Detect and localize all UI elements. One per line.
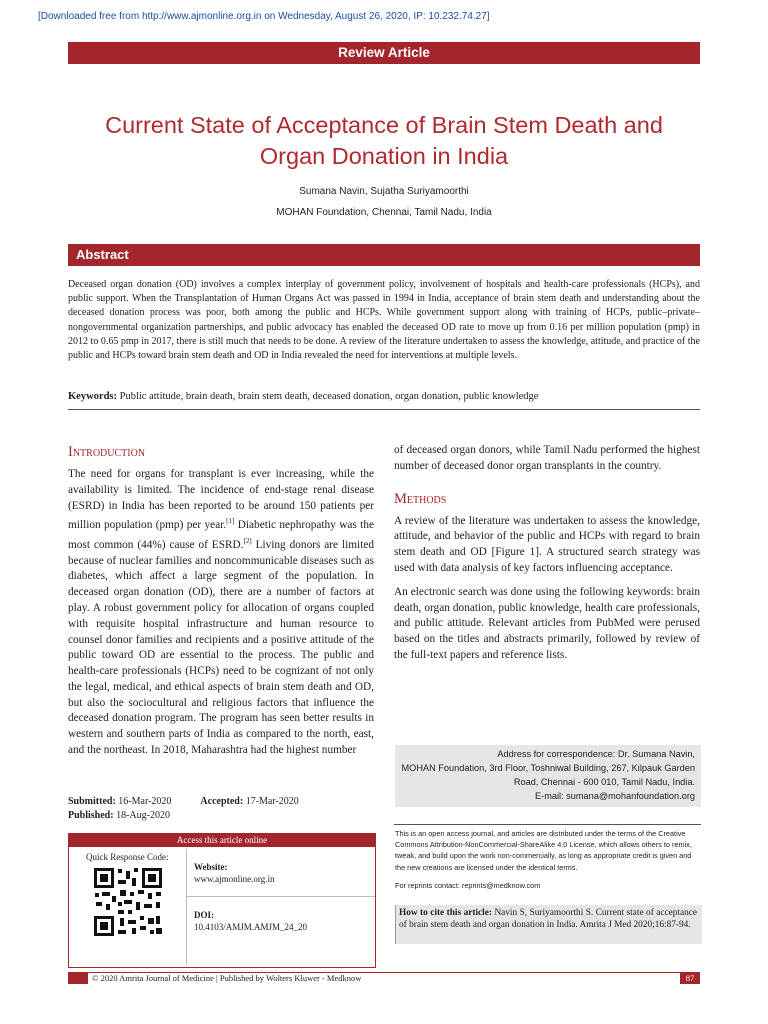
download-note: [Downloaded free from http://www.ajmonline.org.in on Wednesday, August 26, 2020, IP: 10.232.74.27] <box>38 11 490 22</box>
published-label: Published: <box>68 810 114 821</box>
access-divider-vertical <box>186 849 187 965</box>
license-divider <box>394 824 701 825</box>
citation-text: Navin S, Suriyamoorthi S. Current state of acceptance of brain stem death and organ donation in India. Amrita J Med 2020;16:87-94. <box>399 908 698 930</box>
methods-paragraph-2: An electronic search was done using the following keywords: brain death, organ donation, public knowledge, health care professionals, and public attitude. Relevant articles from PubMed were perused based on the titles and abstracts primarily, followed by review of the full-text papers and reference lists. <box>394 585 700 661</box>
correspondence-line-3: Road, Chennai - 600 010, Tamil Nadu, India. <box>513 777 695 787</box>
access-heading: Access this article online <box>68 833 376 847</box>
keywords-label: Keywords: <box>68 391 117 402</box>
accepted-label: Accepted: <box>200 796 244 807</box>
website-label: Website: <box>194 862 228 872</box>
access-divider-horizontal <box>186 896 375 897</box>
doi-label: DOI: <box>194 910 214 920</box>
keywords-divider <box>68 409 700 410</box>
footer-left-block <box>68 972 88 984</box>
citation <box>399 907 697 931</box>
doi-value[interactable]: 10.4103/AMJM.AMJM_24_20 <box>194 922 308 932</box>
introduction-heading: Introduction <box>68 444 146 460</box>
methods-paragraph-1: A review of the literature was undertaken to assess the knowledge, attitude, and behavior of the public and HCPs with regard to brain stem death and OD [Figure 1]. A structured search strategy was used with data analysis of key factors influencing acceptance. <box>394 514 700 574</box>
citation-label: How to cite this article: <box>399 908 492 918</box>
article-title: Current State of Acceptance of Brain Stem Death and Organ Donation in India <box>105 112 663 169</box>
keywords <box>68 391 700 402</box>
article-type-banner: Review Article <box>68 42 700 64</box>
affiliation: MOHAN Foundation, Chennai, Tamil Nadu, India <box>276 207 492 218</box>
methods-heading: Methods <box>394 490 447 507</box>
authors: Sumana Navin, Sujatha Suriyamoorthi <box>299 186 469 197</box>
reprints-contact: For reprints contact: reprints@medknow.com <box>395 881 541 890</box>
abstract-heading: Abstract <box>76 247 129 262</box>
website-link[interactable]: www.ajmonline.org.in <box>194 874 275 884</box>
qr-label: Quick Response Code: <box>86 852 169 862</box>
correspondence-email[interactable]: E-mail: sumana@mohanfoundation.org <box>535 791 695 801</box>
footer-text: © 2020 Amrita Journal of Medicine | Published by Wolters Kluwer - Medknow <box>92 973 362 983</box>
correspondence-line-2: MOHAN Foundation, 3rd Floor, Toshniwal Building, 267, Kilpauk Garden <box>401 763 695 773</box>
qr-code-icon <box>92 866 164 938</box>
submitted-date: 16-Mar-2020 <box>118 796 172 807</box>
submitted-label: Submitted: <box>68 796 116 807</box>
introduction-continued: of deceased organ donors, while Tamil Nadu performed the highest number of deceased donor organ transplants in the country. <box>394 444 700 472</box>
introduction-text: The need for organs for transplant is ever increasing, while the availability is limited. The incidence of end-stage renal disease (ESRD) in India has been reported to be around 150 patients per million population (pmp) per year.[1] Diabetic nephropathy was the most common (44%) cause of ESRD.[2] Living donors are limited because of nuclear families and noncommunicable diseases such as diabetes, which affect a large segment of the population. In deceased organ donation (OD), there are a number of factors at play. A robust government policy for allocation of organs coupled with requisite hospital infrastructure and human resource to counsel donor families and recipients and a positive attitude of the public toward OD are essential to the process. The public and health-care professionals (HCPs) need to be cognizant of not only the legal, medical, and ethical aspects of brain stem death and OD, but also the sociocultural and religious factors that influence the deceased donation program. The program has seen better results in western and southern parts of India as compared to the north, east, and the northeast. In 2018, Maharashtra had the highest number <box>68 468 374 757</box>
page-number: 87 <box>680 972 700 984</box>
article-dates <box>68 796 299 821</box>
accepted-date: 17-Mar-2020 <box>245 796 299 807</box>
correspondence-line-1: Address for correspondence: Dr. Sumana Navin, <box>497 749 695 759</box>
published-date: 18-Aug-2020 <box>116 810 170 821</box>
abstract-header <box>68 244 700 266</box>
keywords-text: Public attitude, brain death, brain stem death, deceased donation, organ donation, public knowledge <box>119 391 539 402</box>
left-column <box>68 444 374 759</box>
abstract-text: Deceased organ donation (OD) involves a complex interplay of government policy, involvement of hospitals and health-care professionals (HCPs), and public support. When the Transplantation of Human Organs Act was passed in 1994 in India, acceptance of brain stem death and understanding about the deceased donation process was poor, both among the public and HCPs. While government support along with training of HCPs, public–private–nongovernmental organization partnerships, and public advocacy has enabled the deceased OD rate to move up from 0.16 per million population (pmp) in 2012 to 0.65 pmp in 2017, there is still much that needs to be done. A review of the literature undertaken to assess the knowledge, attitude, and practice of the public and HCPs toward brain stem death and OD in India revealed the need for interventions at multiple levels. <box>68 279 700 362</box>
correspondence-address <box>395 747 695 803</box>
license-text: This is an open access journal, and articles are distributed under the terms of the Creative Commons Attribution-NonCommercial-ShareAlike 4.0 License, which allows others to remix, tweak, and build upon the work non-commercially, as long as appropriate credit is given and the new creations are licensed under the identical terms. <box>395 829 692 872</box>
right-column <box>394 443 700 664</box>
